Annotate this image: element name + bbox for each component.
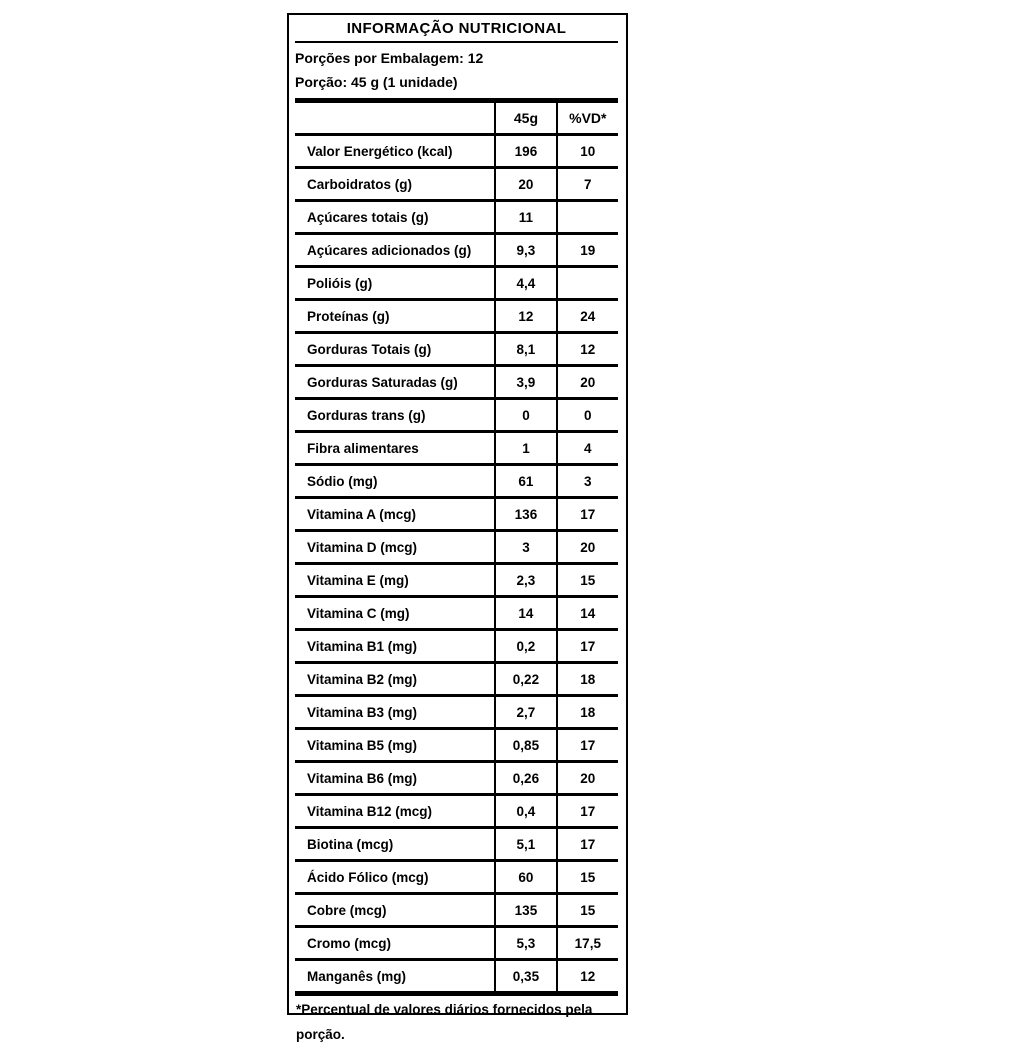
nutrient-label: Vitamina B12 (mcg): [295, 795, 495, 828]
nutrient-vd: 17: [557, 729, 618, 762]
nutrient-row: [295, 762, 618, 795]
servings-per-package: Porções por Embalagem: 12: [295, 50, 484, 66]
nutrient-amount: 0,4: [495, 795, 556, 828]
nutrient-row: [295, 597, 618, 630]
nutrient-amount: 135: [495, 894, 556, 927]
nutrient-vd: 15: [557, 894, 618, 927]
nutrient-vd: 4: [557, 432, 618, 465]
nutrient-label: Vitamina D (mcg): [295, 531, 495, 564]
nutrient-label: Fibra alimentares: [295, 432, 495, 465]
nutrient-vd: 15: [557, 861, 618, 894]
nutrient-row: [295, 531, 618, 564]
column-header-vd: %VD*: [557, 103, 618, 135]
nutrient-amount: 4,4: [495, 267, 556, 300]
nutrient-amount: 60: [495, 861, 556, 894]
nutrient-row: [295, 894, 618, 927]
nutrient-vd: 10: [557, 135, 618, 168]
nutrition-table-title: INFORMAÇÃO NUTRICIONAL: [295, 15, 618, 43]
nutrient-row: [295, 168, 618, 201]
nutrient-vd: 18: [557, 663, 618, 696]
nutrient-vd: [557, 201, 618, 234]
nutrient-row: [295, 663, 618, 696]
nutrient-amount: 196: [495, 135, 556, 168]
nutrition-facts-panel: [287, 13, 628, 1042]
nutrient-label: Cromo (mcg): [295, 927, 495, 960]
nutrient-row: [295, 432, 618, 465]
nutrient-row: [295, 960, 618, 992]
nutrient-amount: 0,85: [495, 729, 556, 762]
nutrient-vd: 17: [557, 498, 618, 531]
nutrient-row: [295, 300, 618, 333]
nutrient-amount: 12: [495, 300, 556, 333]
nutrient-amount: 2,3: [495, 564, 556, 597]
nutrient-vd: 17: [557, 795, 618, 828]
nutrient-row: [295, 795, 618, 828]
nutrient-row: [295, 729, 618, 762]
nutrient-amount: 5,3: [495, 927, 556, 960]
nutrient-amount: 2,7: [495, 696, 556, 729]
nutrient-label: Vitamina A (mcg): [295, 498, 495, 531]
daily-value-footnote: *Percentual de valores diários fornecidos pela porção.: [296, 1002, 593, 1042]
nutrient-vd: 20: [557, 531, 618, 564]
nutrient-row: [295, 267, 618, 300]
nutrient-amount: 0,2: [495, 630, 556, 663]
nutrient-row: [295, 465, 618, 498]
serving-size: Porção: 45 g (1 unidade): [295, 74, 458, 90]
nutrient-label: Cobre (mcg): [295, 894, 495, 927]
nutrient-label: Gorduras trans (g): [295, 399, 495, 432]
nutrient-row: [295, 234, 618, 267]
nutrition-grid: [295, 98, 618, 996]
nutrient-vd: 17,5: [557, 927, 618, 960]
nutrient-label: Vitamina B2 (mg): [295, 663, 495, 696]
nutrient-vd: 15: [557, 564, 618, 597]
nutrient-vd: 14: [557, 597, 618, 630]
nutrient-vd: 20: [557, 366, 618, 399]
nutrient-label: Polióis (g): [295, 267, 495, 300]
nutrient-label: Biotina (mcg): [295, 828, 495, 861]
nutrient-vd: 12: [557, 333, 618, 366]
nutrient-label: Vitamina B6 (mg): [295, 762, 495, 795]
nutrient-amount: 11: [495, 201, 556, 234]
nutrient-vd: 17: [557, 630, 618, 663]
nutrient-label: Vitamina B5 (mg): [295, 729, 495, 762]
serving-info: [295, 43, 618, 98]
nutrient-amount: 14: [495, 597, 556, 630]
nutrient-label: Proteínas (g): [295, 300, 495, 333]
nutrient-amount: 0,22: [495, 663, 556, 696]
nutrient-label: Açúcares totais (g): [295, 201, 495, 234]
nutrient-row: [295, 861, 618, 894]
nutrient-label: Vitamina C (mg): [295, 597, 495, 630]
nutrient-amount: 3,9: [495, 366, 556, 399]
nutrient-row: [295, 927, 618, 960]
nutrient-label: Vitamina B1 (mg): [295, 630, 495, 663]
nutrient-label: Gorduras Saturadas (g): [295, 366, 495, 399]
nutrient-label: Carboidratos (g): [295, 168, 495, 201]
nutrient-label: Ácido Fólico (mcg): [295, 861, 495, 894]
nutrient-amount: 61: [495, 465, 556, 498]
nutrient-row: [295, 564, 618, 597]
nutrient-amount: 5,1: [495, 828, 556, 861]
nutrient-label: Gorduras Totais (g): [295, 333, 495, 366]
nutrient-vd: 0: [557, 399, 618, 432]
nutrient-amount: 0,26: [495, 762, 556, 795]
nutrient-label: Vitamina B3 (mg): [295, 696, 495, 729]
nutrient-label: Sódio (mg): [295, 465, 495, 498]
nutrient-vd: 24: [557, 300, 618, 333]
nutrient-label: Manganês (mg): [295, 960, 495, 992]
nutrient-amount: 3: [495, 531, 556, 564]
nutrient-row: [295, 135, 618, 168]
nutrient-vd: 7: [557, 168, 618, 201]
nutrient-label: Vitamina E (mg): [295, 564, 495, 597]
nutrient-label: Valor Energético (kcal): [295, 135, 495, 168]
nutrient-amount: 0,35: [495, 960, 556, 992]
nutrient-row: [295, 498, 618, 531]
nutrient-amount: 0: [495, 399, 556, 432]
nutrient-vd: 20: [557, 762, 618, 795]
nutrient-row: [295, 201, 618, 234]
nutrient-amount: 136: [495, 498, 556, 531]
nutrient-amount: 8,1: [495, 333, 556, 366]
nutrient-vd: [557, 267, 618, 300]
nutrient-amount: 1: [495, 432, 556, 465]
nutrient-label: Açúcares adicionados (g): [295, 234, 495, 267]
nutrient-vd: 19: [557, 234, 618, 267]
nutrient-vd: 12: [557, 960, 618, 992]
column-header-nutrient: [295, 103, 495, 135]
nutrient-row: [295, 630, 618, 663]
nutrition-table-body: [295, 135, 618, 992]
nutrient-amount: 9,3: [495, 234, 556, 267]
nutrition-table: [295, 103, 618, 991]
nutrient-row: [295, 696, 618, 729]
nutrient-vd: 18: [557, 696, 618, 729]
header-row: [295, 103, 618, 135]
nutrient-vd: 3: [557, 465, 618, 498]
nutrient-row: [295, 828, 618, 861]
nutrient-vd: 17: [557, 828, 618, 861]
nutrient-row: [295, 366, 618, 399]
nutrient-row: [295, 399, 618, 432]
nutrient-row: [295, 333, 618, 366]
column-header-amount: 45g: [495, 103, 556, 135]
nutrient-amount: 20: [495, 168, 556, 201]
